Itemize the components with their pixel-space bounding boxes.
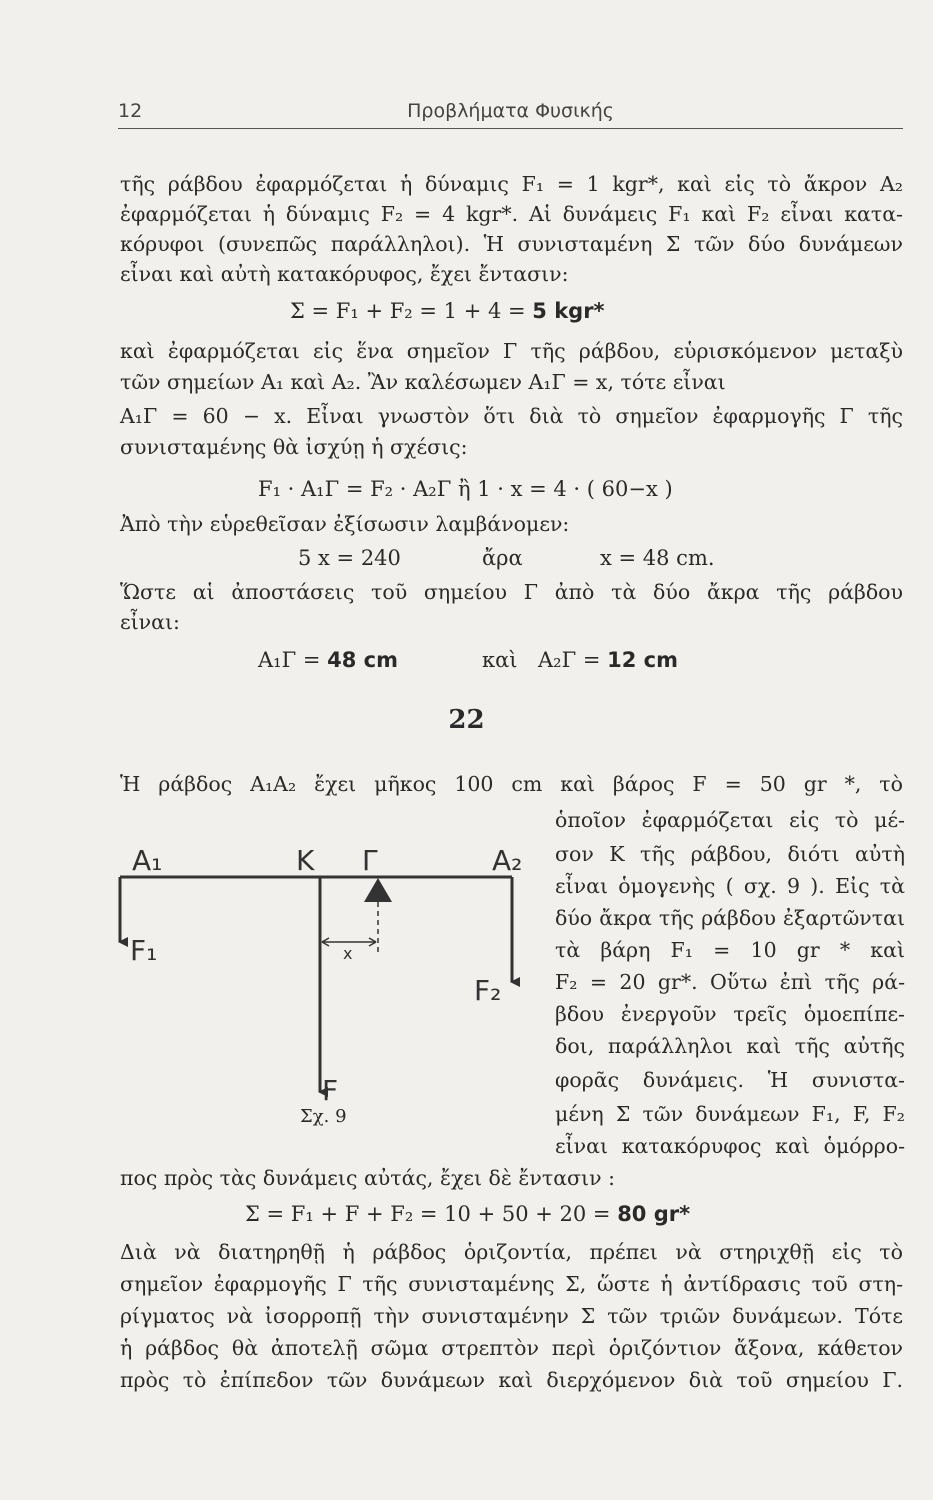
running-header bbox=[118, 100, 903, 129]
label-x: x bbox=[343, 944, 353, 963]
text-line: τῆς ράβδου ἐφαρμόζεται ἡ δύναμις F₁ = 1 kgr*, καὶ εἰς τὸ ἄκρον A₂ bbox=[120, 172, 903, 196]
equation-solve-a: 5 x = 240 bbox=[298, 546, 401, 570]
text-line: εἶναι ὁμογενὴς ( σχ. 9 ). Εἰς τὰ bbox=[555, 874, 905, 898]
text-line: ἡ ράβδος θὰ ἀποτελῇ σῶμα στρεπτὸν περὶ ὁριζόντιον ἄξονα, κάθετον bbox=[120, 1336, 903, 1360]
text-line: Ὥστε αἱ ἀποστάσεις τοῦ σημείου Γ ἀπὸ τὰ δύο ἄκρα τῆς ράβδου bbox=[120, 580, 903, 604]
text-line: εἶναι καὶ αὐτὴ κατακόρυφος, ἔχει ἔντασιν: bbox=[120, 262, 569, 286]
text-line: σημεῖον ἐφαρμογῆς Γ τῆς συνισταμένης Σ, ὥστε ἡ ἀντίδρασις τοῦ στη- bbox=[120, 1272, 903, 1296]
result-and: καὶ bbox=[482, 648, 518, 672]
text-line: φορᾶς δυνάμεις. Ἡ συνιστα- bbox=[555, 1068, 905, 1092]
figure-9 bbox=[100, 830, 540, 1110]
book-title: Προβλήματα Φυσικής bbox=[407, 100, 614, 122]
problem-number: 22 bbox=[448, 705, 485, 735]
label-f2: F₂ bbox=[474, 974, 502, 1007]
text-line: A₁Γ = 60 − x. Εἶναι γνωστὸν ὅτι διὰ τὸ σημεῖον ἐφαρμογῆς Γ τῆς bbox=[120, 404, 903, 428]
page-number: 12 bbox=[118, 100, 143, 122]
text-line: Διὰ νὰ διατηρηθῇ ἡ ράβδος ὁριζοντία, πρέπει νὰ στηριχθῇ εἰς τὸ bbox=[120, 1240, 903, 1264]
equation-sum-1: Σ = F₁ + F₂ = 1 + 4 = 5 kgr* bbox=[290, 299, 605, 323]
equation-moment: F₁ · A₁Γ = F₂ · A₂Γ ἢ 1 · x = 4 · ( 60−x ) bbox=[258, 477, 673, 501]
text-line: εἶναι κατακόρυφος καὶ ὁμόρρο- bbox=[555, 1134, 905, 1158]
text-line: δοι, παράλληλοι καὶ τῆς αὐτῆς bbox=[555, 1034, 905, 1058]
text-line: σον K τῆς ράβδου, διότι αὐτὴ bbox=[555, 842, 905, 866]
text-line: F₂ = 20 gr*. Οὕτω ἐπὶ τῆς ρά- bbox=[555, 970, 905, 994]
text-line: τὰ βάρη F₁ = 10 gr * καὶ bbox=[555, 938, 905, 962]
label-k: K bbox=[296, 844, 315, 877]
text-line: ἐφαρμόζεται ἡ δύναμις F₂ = 4 kgr*. Αἱ δυνάμεις F₁ καὶ F₂ εἶναι κατα- bbox=[120, 202, 903, 226]
text-line: πος πρὸς τὰς δυνάμεις αὐτάς, ἔχει δὲ ἔντασιν : bbox=[120, 1166, 615, 1190]
label-a1: A₁ bbox=[132, 844, 163, 877]
label-a2: A₂ bbox=[492, 844, 523, 877]
result-a1g: A₁Γ = 48 cm bbox=[258, 648, 398, 672]
text-line: τῶν σημείων A₁ καὶ A₂. Ἂν καλέσωμεν A₁Γ = x, τότε εἶναι bbox=[120, 370, 726, 394]
text-line: καὶ ἐφαρμόζεται εἰς ἕνα σημεῖον Γ τῆς ράβδου, εὑρισκόμενον μεταξὺ bbox=[120, 339, 903, 363]
figure-caption: Σχ. 9 bbox=[300, 1106, 347, 1127]
text-line: ὁποῖον ἐφαρμόζεται εἰς τὸ μέ- bbox=[555, 808, 905, 832]
equation-solve-b: ἄρα bbox=[482, 546, 523, 570]
result-a2g: A₂Γ = 12 cm bbox=[538, 648, 678, 672]
label-gamma: Γ bbox=[362, 844, 378, 877]
label-f: F bbox=[322, 1074, 339, 1107]
equation-sum-2: Σ = F₁ + F + F₂ = 10 + 50 + 20 = 80 gr* bbox=[245, 1202, 691, 1226]
text-line: βδου ἐνεργοῦν τρεῖς ὁμοεπίπε- bbox=[555, 1002, 905, 1026]
text-line: μένη Σ τῶν δυνάμεων F₁, F, F₂ bbox=[555, 1102, 905, 1126]
text-line: ρίγματος νὰ ἰσορροπῇ τὴν συνισταμένην Σ τῶν τριῶν δυνάμεων. Τότε bbox=[120, 1304, 903, 1328]
label-f1: F₁ bbox=[130, 934, 158, 967]
equation-solve-c: x = 48 cm. bbox=[600, 546, 715, 570]
text-line: κόρυφοι (συνεπῶς παράλληλοι). Ἡ συνισταμένη Σ τῶν δύο δυνάμεων bbox=[120, 232, 903, 256]
text-line: Ἀπὸ τὴν εὑρεθεῖσαν ἐξίσωσιν λαμβάνομεν: bbox=[120, 512, 570, 536]
text-line: Ἡ ράβδος A₁A₂ ἔχει μῆκος 100 cm καὶ βάρος F = 50 gr *, τὸ bbox=[120, 772, 903, 796]
fulcrum-icon bbox=[364, 878, 392, 902]
text-line: εἶναι: bbox=[120, 610, 180, 634]
text-line: δύο ἄκρα τῆς ράβδου ἐξαρτῶνται bbox=[555, 906, 905, 930]
text-line: συνισταμένης θὰ ἰσχύῃ ἡ σχέσις: bbox=[120, 435, 468, 459]
text-line: πρὸς τὸ ἐπίπεδον τῶν δυνάμεων καὶ διερχόμενον διὰ τοῦ σημείου Γ. bbox=[120, 1368, 903, 1392]
